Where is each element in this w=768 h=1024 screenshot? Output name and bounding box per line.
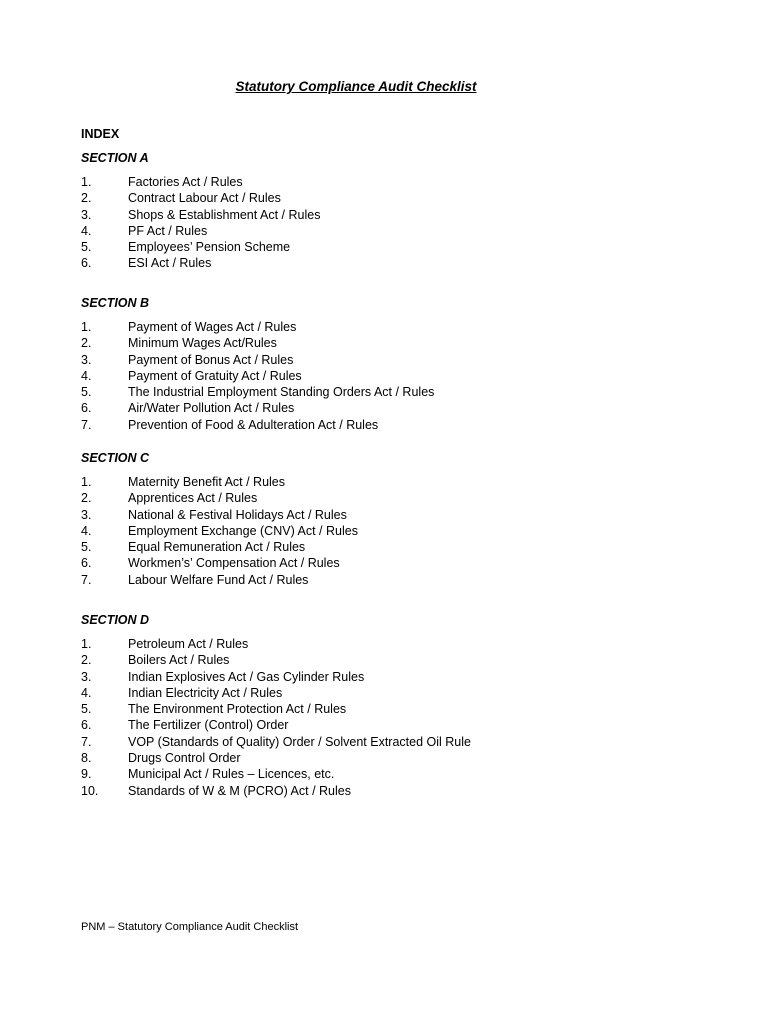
list-item-number: 7. xyxy=(81,572,92,587)
list-item xyxy=(81,190,701,206)
page-title: Statutory Compliance Audit Checklist xyxy=(235,79,477,94)
list-item xyxy=(81,507,701,523)
section-a xyxy=(81,150,701,272)
list-item-number: 1. xyxy=(81,175,92,189)
list-item-text: Factories Act / Rules xyxy=(128,175,243,189)
index-label: INDEX xyxy=(81,127,120,141)
list-item-text: National & Festival Holidays Act / Rules xyxy=(128,507,347,522)
section-heading: SECTION D xyxy=(81,613,150,627)
list-item-number: 3. xyxy=(81,207,92,222)
list-item xyxy=(81,400,701,416)
list-item xyxy=(81,417,701,433)
list-item-number: 1. xyxy=(81,637,92,651)
list-item-text: Payment of Gratuity Act / Rules xyxy=(128,368,302,383)
section-b xyxy=(81,295,701,433)
list-item xyxy=(81,335,701,351)
list-item xyxy=(81,669,701,685)
list-item xyxy=(81,490,701,506)
list-item xyxy=(81,572,701,588)
list-item-text: VOP (Standards of Quality) Order / Solvent Extracted Oil Rule xyxy=(128,734,471,749)
list-item-text: PF Act / Rules xyxy=(128,223,208,238)
list-item-number: 2. xyxy=(81,191,92,206)
section-item-list xyxy=(81,174,701,272)
list-item xyxy=(81,319,701,335)
list-item-number: 7. xyxy=(81,734,92,749)
list-item-number: 3. xyxy=(81,669,92,684)
list-item-text: The Industrial Employment Standing Orders Act / Rules xyxy=(128,385,435,400)
list-item-text: Payment of Wages Act / Rules xyxy=(128,320,297,334)
list-item-number: 5. xyxy=(81,240,92,255)
list-item xyxy=(81,352,701,368)
list-item-text: Minimum Wages Act/Rules xyxy=(128,336,277,351)
list-item-number: 5. xyxy=(81,702,92,717)
list-item-text: Apprentices Act / Rules xyxy=(128,491,258,506)
section-item-list xyxy=(81,474,701,588)
list-item xyxy=(81,766,701,782)
list-item xyxy=(81,223,701,239)
list-item-text: Boilers Act / Rules xyxy=(128,653,230,668)
list-item-text: Standards of W & M (PCRO) Act / Rules xyxy=(128,783,351,798)
list-item xyxy=(81,783,701,799)
list-item-text: Petroleum Act / Rules xyxy=(128,637,249,651)
list-item xyxy=(81,174,701,190)
section-heading: SECTION B xyxy=(81,296,150,310)
section-heading: SECTION C xyxy=(81,451,150,465)
list-item-number: 8. xyxy=(81,751,92,766)
section-item-list xyxy=(81,636,701,799)
list-item-number: 9. xyxy=(81,767,92,782)
list-item-number: 4. xyxy=(81,368,92,383)
list-item-text: Shops & Establishment Act / Rules xyxy=(128,207,321,222)
list-item-text: Maternity Benefit Act / Rules xyxy=(128,475,286,489)
list-item-text: Employment Exchange (CNV) Act / Rules xyxy=(128,523,358,538)
list-item-number: 2. xyxy=(81,491,92,506)
list-item-text: Drugs Control Order xyxy=(128,751,241,766)
list-item-text: Payment of Bonus Act / Rules xyxy=(128,352,294,367)
section-heading: SECTION A xyxy=(81,151,149,165)
list-item-number: 3. xyxy=(81,352,92,367)
list-item-number: 4. xyxy=(81,223,92,238)
list-item-number: 4. xyxy=(81,523,92,538)
list-item-number: 6. xyxy=(81,718,92,733)
list-item-text: Employees’ Pension Scheme xyxy=(128,240,291,255)
list-item-number: 4. xyxy=(81,685,92,700)
list-item-number: 5. xyxy=(81,540,92,555)
list-item-number: 6. xyxy=(81,256,92,271)
section-c xyxy=(81,450,701,588)
list-item xyxy=(81,717,701,733)
list-item xyxy=(81,652,701,668)
list-item xyxy=(81,255,701,271)
list-item-text: Equal Remuneration Act / Rules xyxy=(128,540,306,555)
list-item-number: 2. xyxy=(81,653,92,668)
list-item-number: 1. xyxy=(81,320,92,334)
list-item xyxy=(81,539,701,555)
list-item-text: ESI Act / Rules xyxy=(128,256,212,271)
list-item-text: Indian Explosives Act / Gas Cylinder Rules xyxy=(128,669,365,684)
list-item-text: Air/Water Pollution Act / Rules xyxy=(128,401,295,416)
list-item-text: Contract Labour Act / Rules xyxy=(128,191,281,206)
section-item-list xyxy=(81,319,701,433)
list-item-text: The Environment Protection Act / Rules xyxy=(128,702,347,717)
list-item xyxy=(81,384,701,400)
list-item-text: The Fertilizer (Control) Order xyxy=(128,718,289,733)
list-item-number: 5. xyxy=(81,385,92,400)
list-item-number: 6. xyxy=(81,556,92,571)
list-item xyxy=(81,239,701,255)
list-item-text: Municipal Act / Rules – Licences, etc. xyxy=(128,767,335,782)
list-item xyxy=(81,685,701,701)
list-item-number: 2. xyxy=(81,336,92,351)
list-item-text: Prevention of Food & Adulteration Act / Rules xyxy=(128,417,379,432)
list-item xyxy=(81,636,701,652)
list-item-number: 6. xyxy=(81,401,92,416)
list-item xyxy=(81,734,701,750)
list-item-number: 3. xyxy=(81,507,92,522)
list-item-number: 7. xyxy=(81,417,92,432)
list-item xyxy=(81,750,701,766)
list-item-text: Labour Welfare Fund Act / Rules xyxy=(128,572,309,587)
list-item-number: 1. xyxy=(81,475,92,489)
list-item xyxy=(81,474,701,490)
list-item xyxy=(81,368,701,384)
list-item-number: 10. xyxy=(81,783,99,798)
list-item-text: Indian Electricity Act / Rules xyxy=(128,685,283,700)
list-item xyxy=(81,207,701,223)
section-d xyxy=(81,612,701,799)
list-item-text: Workmen’s’ Compensation Act / Rules xyxy=(128,556,340,571)
page-footer: PNM – Statutory Compliance Audit Checklist xyxy=(81,921,299,933)
list-item xyxy=(81,555,701,571)
list-item xyxy=(81,523,701,539)
list-item xyxy=(81,701,701,717)
